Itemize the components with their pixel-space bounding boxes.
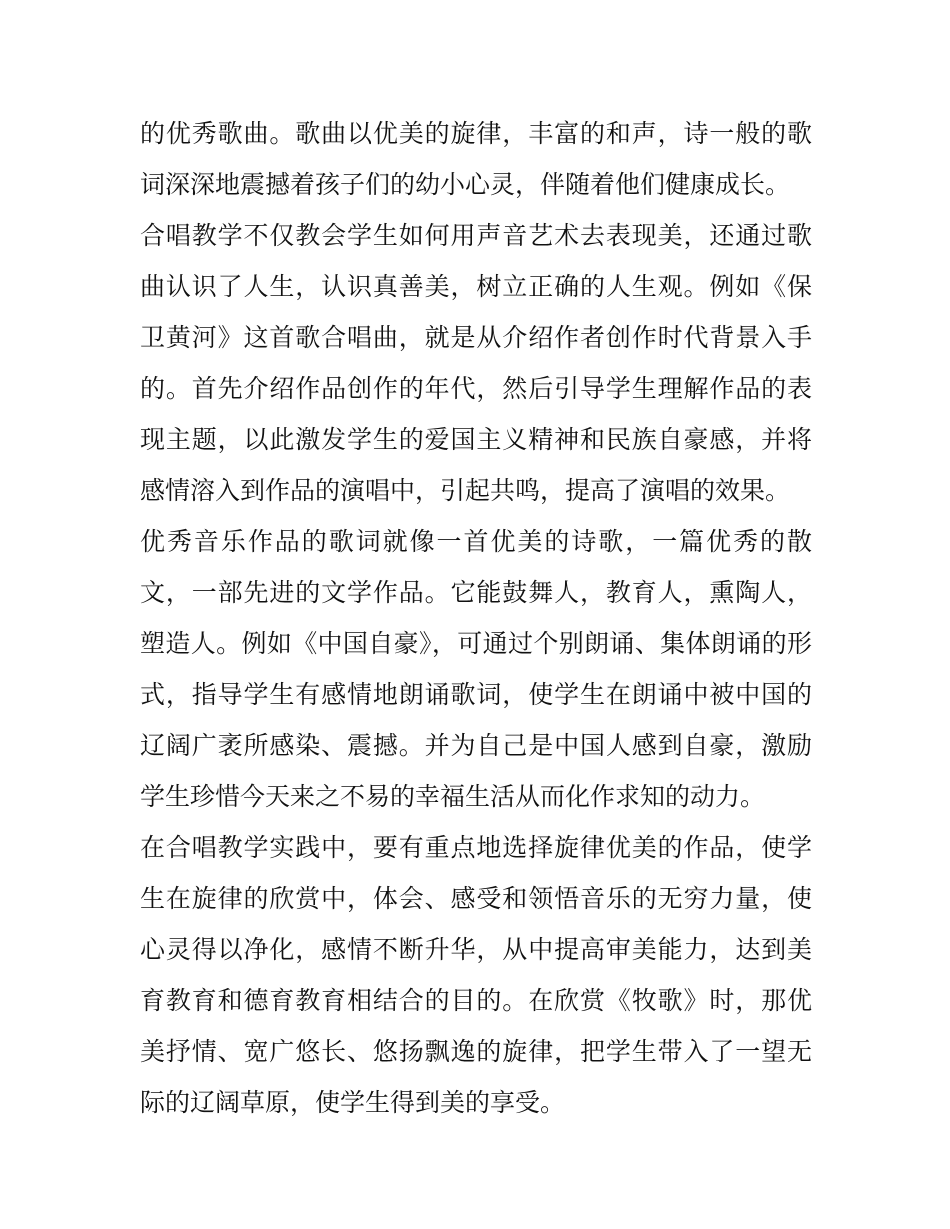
document-body <box>140 108 812 1128</box>
paragraph-3: 优秀音乐作品的歌词就像一首优美的诗歌，一篇优秀的散文，一部先进的文学作品。它能鼓舞人，教育人，熏陶人，塑造人。例如《中国自豪》，可通过个别朗诵、集体朗诵的形式，指导学生有感情地朗诵歌词，使学生在朗诵中被中国的辽阔广袤所感染、震撼。并为自己是中国人感到自豪，激励学生珍惜今天来之不易的幸福生活从而化作求知的动力。 <box>140 527 812 811</box>
paragraph-1: 的优秀歌曲。歌曲以优美的旋律，丰富的和声，诗一般的歌词深深地震撼着孩子们的幼小心灵，伴随着他们健康成长。 <box>140 119 812 199</box>
paragraph-2: 合唱教学不仅教会学生如何用声音艺术去表现美，还通过歌曲认识了人生，认识真善美，树立正确的人生观。例如《保卫黄河》这首歌合唱曲，就是从介绍作者创作时代背景入手的。首先介绍作品创作的年代，然后引导学生理解作品的表现主题，以此激发学生的爱国主义精神和民族自豪感，并将感情溶入到作品的演唱中，引起共鸣，提高了演唱的效果。 <box>140 221 812 505</box>
paragraph-4: 在合唱教学实践中，要有重点地选择旋律优美的作品，使学生在旋律的欣赏中，体会、感受和领悟音乐的无穷力量，使心灵得以净化，感情不断升华，从中提高审美能力，达到美育教育和德育教育相结合的目的。在欣赏《牧歌》时，那优美抒情、宽广悠长、悠扬飘逸的旋律，把学生带入了一望无际的辽阔草原，使学生得到美的享受。 <box>140 833 812 1117</box>
